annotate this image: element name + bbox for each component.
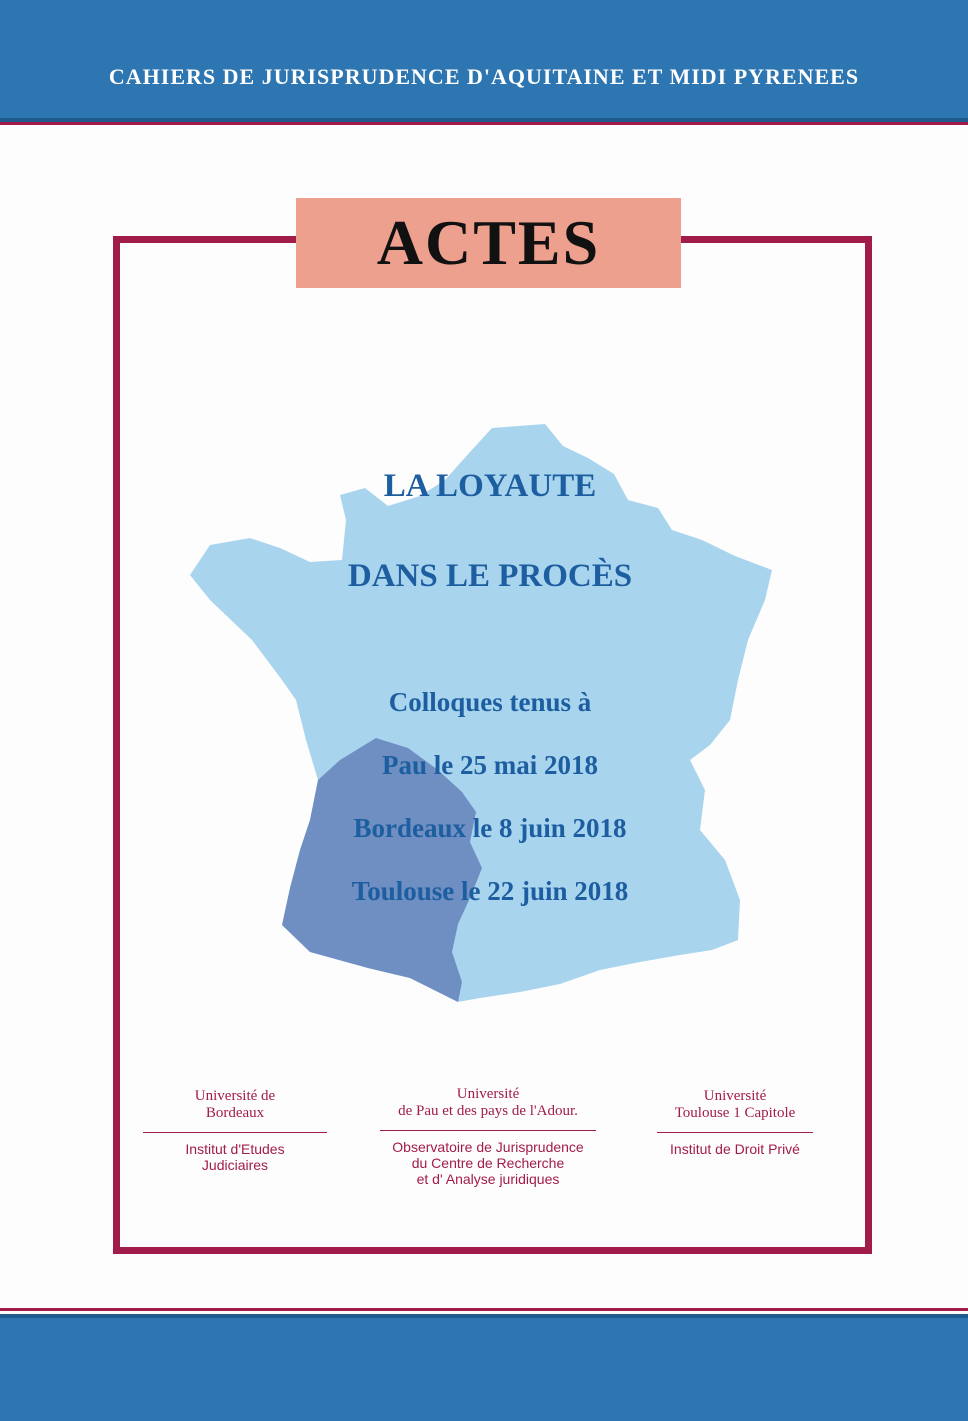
institute-name (370, 1139, 606, 1187)
university-toulouse (650, 1088, 820, 1157)
university-divider (380, 1130, 596, 1131)
university-name-line: Université de (194, 1088, 276, 1104)
university-bordeaux (140, 1088, 330, 1173)
actes-label: ACTES (376, 207, 601, 278)
session-bordeaux: Bordeaux le 8 juin 2018 (353, 813, 627, 843)
actes-badge (296, 198, 681, 288)
institute-name-line: Observatoire de Jurisprudence (392, 1139, 584, 1155)
colloques-intro: Colloques tenus à (388, 687, 592, 717)
university-name (140, 1088, 330, 1122)
university-name-line: Bordeaux (205, 1105, 265, 1121)
series-title: CAHIERS DE JURISPRUDENCE D'AQUITAINE ET MIDI PYRENEES (108, 64, 860, 89)
title-line-2: DANS LE PROCÈS (347, 558, 633, 594)
university-divider (143, 1132, 327, 1133)
institute-name (140, 1141, 330, 1173)
footer-accent-line (0, 1308, 968, 1311)
university-pau (370, 1086, 606, 1187)
institute-name-line: Judiciaires (201, 1157, 269, 1173)
footer-band (0, 1314, 968, 1421)
university-name (370, 1086, 606, 1120)
institute-name-line: du Centre de Recherche (411, 1155, 565, 1171)
university-name-line: Université (456, 1086, 520, 1102)
university-name (650, 1088, 820, 1122)
title-line-1: LA LOYAUTE (383, 468, 597, 504)
university-divider (657, 1132, 813, 1133)
university-name-line: Toulouse 1 Capitole (674, 1105, 796, 1121)
university-name-line: Université (703, 1088, 767, 1104)
institute-name (650, 1141, 820, 1157)
institute-name-line: Institut d'Etudes (185, 1141, 285, 1157)
session-toulouse: Toulouse le 22 juin 2018 (351, 876, 629, 906)
institute-name-line: et d' Analyse juridiques (416, 1171, 560, 1187)
institute-name-line: Institut de Droit Privé (670, 1141, 800, 1157)
session-pau: Pau le 25 mai 2018 (382, 750, 598, 780)
university-name-line: de Pau et des pays de l'Adour. (398, 1103, 578, 1119)
